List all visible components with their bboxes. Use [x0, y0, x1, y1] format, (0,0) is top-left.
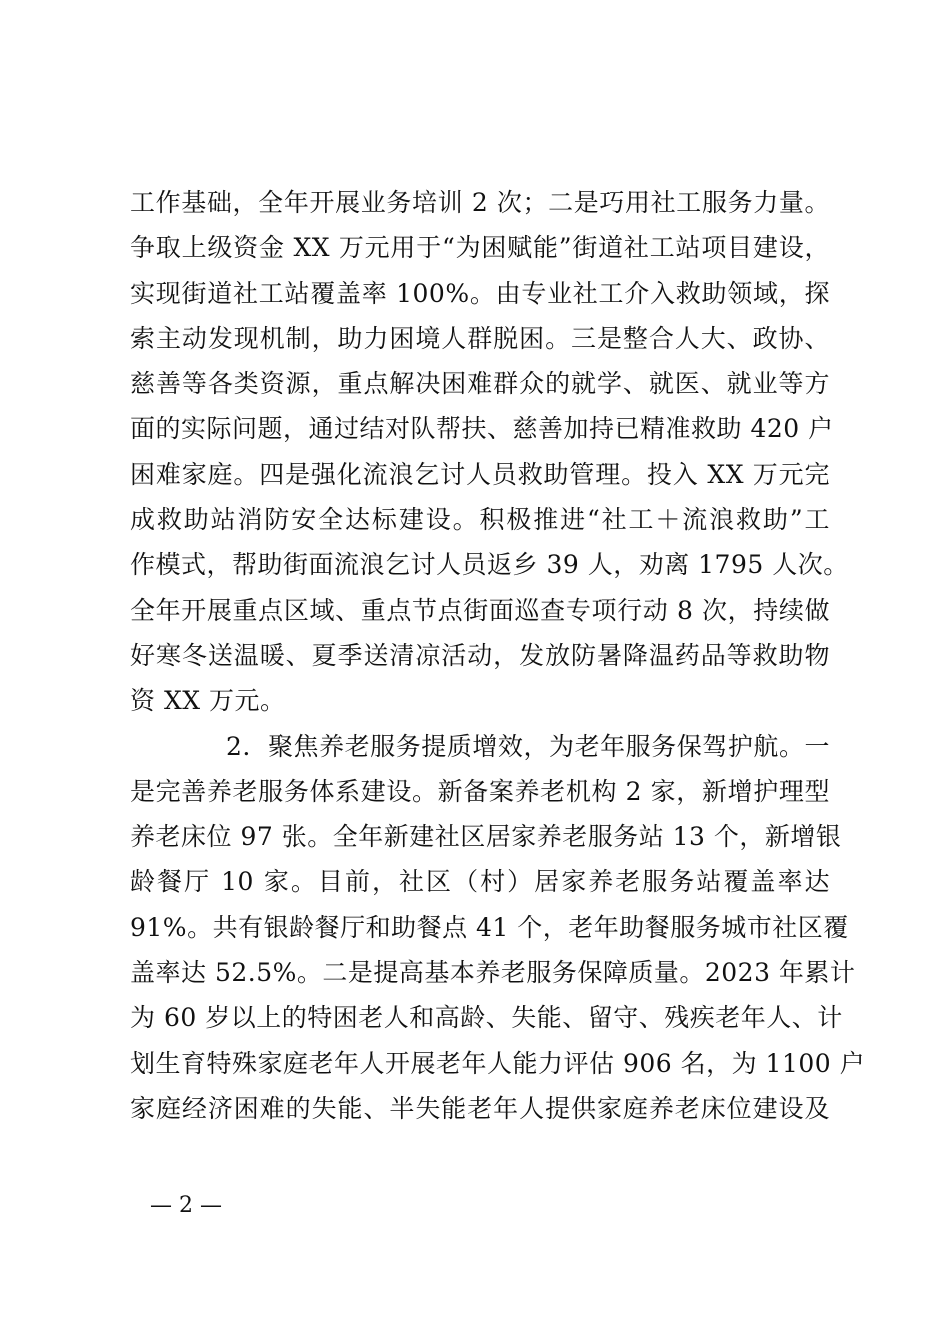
text-line: 盖率达 52.5%。二是提高基本养老服务保障质量。2023 年累计: [130, 958, 856, 988]
text-line: 家庭经济困难的失能、半失能老年人提供家庭养老床位建设及: [130, 1093, 830, 1123]
document-body: [130, 180, 866, 1131]
text-line: 困难家庭。四是强化流浪乞讨人员救助管理。投入 XX 万元完: [130, 459, 830, 489]
text-line: 是完善养老服务体系建设。新备案养老机构 2 家，新增护理型: [130, 776, 830, 806]
text-line: 龄餐厅 10 家。目前，社区（村）居家养老服务站覆盖率达: [130, 867, 830, 897]
text-line: 划生育特殊家庭老年人开展老年人能力评估 906 名，为 1100 户: [130, 1048, 866, 1078]
text-line: 慈善等各类资源，重点解决困难群众的就学、就医、就业等方: [130, 369, 830, 399]
text-line: 好寒冬送温暖、夏季送清凉活动，发放防暑降温药品等救助物: [130, 640, 830, 670]
text-line: 作模式，帮助街面流浪乞讨人员返乡 39 人，劝离 1795 人次。: [130, 550, 849, 580]
text-line: 工作基础，全年开展业务培训 2 次；二是巧用社工服务力量。: [130, 188, 830, 217]
text-line: 争取上级资金 XX 万元用于“为困赋能”街道社工站项目建设，: [130, 233, 830, 263]
text-line: 面的实际问题，通过结对队帮扶、慈善加持已精准救助 420 户: [130, 414, 834, 444]
paragraph-end-line: 资 XX 万元。: [130, 686, 286, 716]
text-line: 成救助站消防安全达标建设。积极推进“社工＋流浪救助”工: [130, 505, 830, 535]
page-number: — 2 —: [150, 1193, 222, 1218]
section-heading-line: 2．聚焦养老服务提质增效，为老年服务保驾护航。一: [226, 731, 830, 761]
text-line: 实现街道社工站覆盖率 100%。由专业社工介入救助领域，探: [130, 278, 830, 308]
text-line: 养老床位 97 张。全年新建社区居家养老服务站 13 个，新增银: [130, 822, 842, 852]
text-line: 索主动发现机制，助力困境人群脱困。三是整合人大、政协、: [130, 323, 830, 353]
text-line: 91%。共有银龄餐厅和助餐点 41 个，老年助餐服务城市社区覆: [130, 912, 849, 942]
text-line: 为 60 岁以上的特困老人和高龄、失能、留守、残疾老年人、计: [130, 1003, 843, 1033]
text-line: 全年开展重点区域、重点节点街面巡查专项行动 8 次，持续做: [130, 595, 830, 625]
